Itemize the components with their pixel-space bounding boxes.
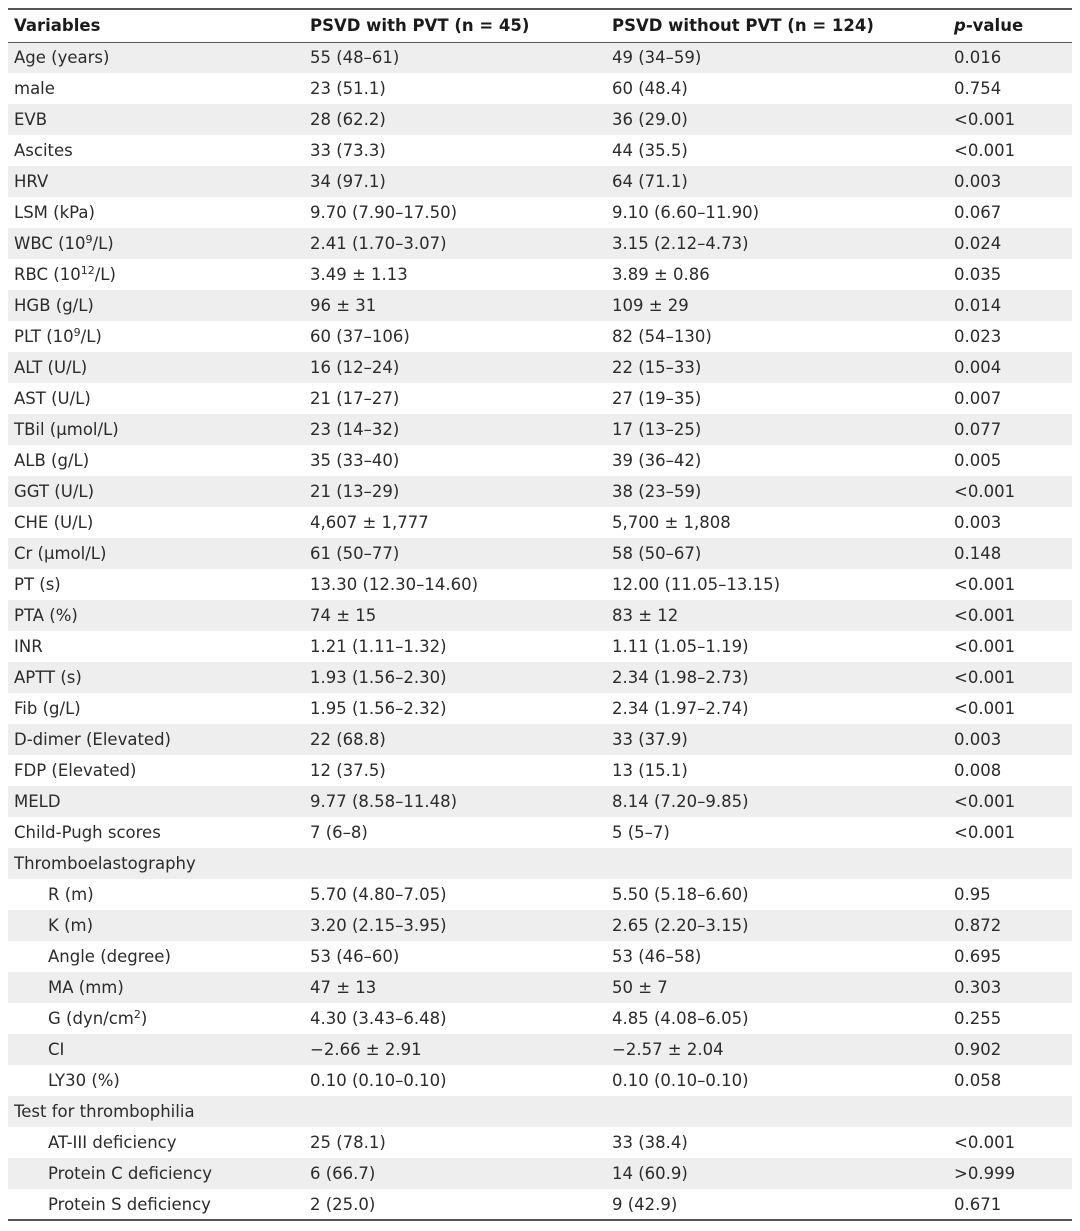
cell-pvalue: 0.003	[954, 172, 1002, 191]
cell-with-pvt: 33 (73.3)	[310, 141, 386, 160]
table-row	[8, 662, 1072, 693]
cell-without-pvt: 39 (36–42)	[612, 451, 702, 470]
cell-with-pvt: 47 ± 13	[310, 978, 377, 997]
row-label: male	[14, 79, 55, 98]
table-row	[8, 290, 1072, 321]
cell-without-pvt: 1.11 (1.05–1.19)	[612, 637, 749, 656]
cell-pvalue: 0.671	[954, 1194, 1002, 1214]
row-label: Cr (μmol/L)	[14, 544, 107, 563]
cell-without-pvt: 0.10 (0.10–0.10)	[612, 1071, 749, 1090]
table-row	[8, 414, 1072, 445]
cell-with-pvt: 96 ± 31	[310, 296, 377, 315]
cell-with-pvt	[304, 1096, 606, 1127]
table-row	[8, 1003, 1072, 1034]
cell-without-pvt: 50 ± 7	[612, 978, 668, 997]
row-label: K (m)	[48, 916, 94, 935]
table-row	[8, 321, 1072, 352]
row-label: ALB (g/L)	[14, 451, 90, 470]
cell-pvalue: <0.001	[954, 668, 1016, 687]
cell-without-pvt: 5.50 (5.18–6.60)	[612, 885, 749, 904]
cell-without-pvt: 58 (50–67)	[612, 544, 702, 563]
cell-with-pvt: −2.66 ± 2.91	[310, 1040, 422, 1059]
row-label: AST (U/L)	[14, 389, 91, 408]
table-row	[8, 755, 1072, 786]
cell-pvalue: 0.008	[954, 761, 1002, 780]
cell-pvalue: <0.001	[954, 1133, 1016, 1152]
cell-with-pvt: 9.70 (7.90–17.50)	[310, 203, 458, 222]
cell-with-pvt: 3.20 (2.15–3.95)	[310, 916, 447, 935]
table-row	[8, 631, 1072, 662]
cell-with-pvt: 6 (66.7)	[310, 1164, 376, 1183]
table-row	[8, 879, 1072, 910]
row-label: Angle (degree)	[48, 947, 171, 966]
cell-with-pvt: 7 (6–8)	[310, 823, 368, 842]
cell-without-pvt: 36 (29.0)	[612, 110, 688, 129]
cell-without-pvt: 2.34 (1.97–2.74)	[612, 699, 749, 718]
cell-without-pvt: 3.15 (2.12–4.73)	[612, 234, 749, 253]
table-row	[8, 42, 1072, 73]
header-pvalue-p: p	[954, 16, 966, 36]
cell-with-pvt: 2 (25.0)	[310, 1194, 376, 1214]
header-with-pvt: PSVD with PVT (n = 45)	[310, 16, 530, 36]
table-row	[8, 817, 1072, 848]
row-label-text: )	[140, 1009, 148, 1028]
cell-without-pvt: 8.14 (7.20–9.85)	[612, 792, 749, 811]
row-label	[8, 1003, 304, 1034]
table-row	[8, 383, 1072, 414]
cell-with-pvt: 12 (37.5)	[310, 761, 386, 780]
table-row	[8, 228, 1072, 259]
table-body	[8, 42, 1072, 1220]
cell-without-pvt	[606, 1096, 948, 1127]
cell-pvalue: 0.004	[954, 358, 1002, 377]
cell-with-pvt: 1.93 (1.56–2.30)	[310, 668, 447, 687]
cell-pvalue: 0.95	[954, 885, 991, 904]
cell-with-pvt: 25 (78.1)	[310, 1133, 386, 1152]
cell-pvalue: 0.058	[954, 1071, 1002, 1090]
cell-without-pvt: 9 (42.9)	[612, 1194, 678, 1214]
row-label: AT-III deficiency	[48, 1133, 177, 1152]
cell-without-pvt: 60 (48.4)	[612, 79, 688, 98]
table-row	[8, 73, 1072, 104]
row-label-text: /L)	[92, 234, 114, 253]
row-label-text: RBC (10	[14, 265, 81, 284]
cell-without-pvt: 3.89 ± 0.86	[612, 265, 710, 284]
row-label: Age (years)	[14, 48, 110, 68]
cell-pvalue: 0.016	[954, 48, 1002, 68]
cell-with-pvt: 2.41 (1.70–3.07)	[310, 234, 447, 253]
cell-with-pvt: 13.30 (12.30–14.60)	[310, 575, 479, 594]
cell-pvalue: 0.023	[954, 327, 1002, 346]
table-row	[8, 1096, 1072, 1127]
cell-with-pvt: 4,607 ± 1,777	[310, 513, 429, 532]
row-label: R (m)	[48, 885, 94, 904]
row-label: GGT (U/L)	[14, 482, 95, 501]
row-label: Thromboelastography	[14, 854, 196, 873]
table-row	[8, 1065, 1072, 1096]
cell-with-pvt: 28 (62.2)	[310, 110, 386, 129]
cell-without-pvt: 5,700 ± 1,808	[612, 513, 731, 532]
cell-pvalue: 0.005	[954, 451, 1002, 470]
cell-with-pvt: 35 (33–40)	[310, 451, 400, 470]
cell-pvalue: 0.872	[954, 916, 1002, 935]
cell-pvalue: 0.035	[954, 265, 1002, 284]
cell-without-pvt: 2.34 (1.98–2.73)	[612, 668, 749, 687]
cell-without-pvt	[606, 848, 948, 879]
cell-pvalue: 0.003	[954, 513, 1002, 532]
cell-with-pvt: 60 (37–106)	[310, 327, 410, 346]
table-row	[8, 972, 1072, 1003]
row-label-superscript: 2	[133, 1008, 141, 1021]
table-row	[8, 1127, 1072, 1158]
cell-with-pvt	[304, 848, 606, 879]
header-variables: Variables	[14, 16, 101, 36]
cell-without-pvt: 13 (15.1)	[612, 761, 688, 780]
cell-pvalue: 0.695	[954, 947, 1002, 966]
cell-with-pvt: 21 (13–29)	[310, 482, 400, 501]
row-label: EVB	[14, 110, 48, 129]
table-row	[8, 1034, 1072, 1065]
cell-with-pvt: 16 (12–24)	[310, 358, 400, 377]
cell-pvalue: <0.001	[954, 575, 1016, 594]
header-row	[8, 9, 1072, 42]
cell-pvalue: 0.003	[954, 730, 1002, 749]
cell-pvalue: 0.255	[954, 1009, 1002, 1028]
cell-with-pvt: 74 ± 15	[310, 606, 377, 625]
row-label: LY30 (%)	[48, 1071, 120, 1090]
row-label-text: /L)	[94, 265, 116, 284]
cell-with-pvt: 3.49 ± 1.13	[310, 265, 408, 284]
cell-pvalue: <0.001	[954, 110, 1016, 129]
cell-pvalue	[948, 1096, 1072, 1127]
cell-without-pvt: 44 (35.5)	[612, 141, 688, 160]
row-label-superscript: 12	[80, 264, 95, 277]
table-row	[8, 352, 1072, 383]
cell-pvalue: <0.001	[954, 482, 1016, 501]
cell-with-pvt: 1.21 (1.11–1.32)	[310, 637, 447, 656]
cell-with-pvt: 4.30 (3.43–6.48)	[310, 1009, 447, 1028]
cell-without-pvt: 83 ± 12	[612, 606, 679, 625]
row-label	[8, 259, 304, 290]
cell-without-pvt: 109 ± 29	[612, 296, 689, 315]
table-row	[8, 538, 1072, 569]
cell-without-pvt: −2.57 ± 2.04	[612, 1040, 724, 1059]
row-label: Protein S deficiency	[48, 1194, 211, 1214]
cell-without-pvt: 38 (23–59)	[612, 482, 702, 501]
cell-with-pvt: 0.10 (0.10–0.10)	[310, 1071, 447, 1090]
row-label: MA (mm)	[48, 978, 124, 997]
row-label: HGB (g/L)	[14, 296, 94, 315]
table-row	[8, 848, 1072, 879]
cell-with-pvt: 23 (51.1)	[310, 79, 386, 98]
cell-without-pvt: 4.85 (4.08–6.05)	[612, 1009, 749, 1028]
table-row	[8, 910, 1072, 941]
row-label: ALT (U/L)	[14, 358, 88, 377]
row-label: MELD	[14, 792, 61, 811]
cell-with-pvt: 5.70 (4.80–7.05)	[310, 885, 447, 904]
row-label-text: G (dyn/cm	[48, 1009, 134, 1028]
cell-without-pvt: 9.10 (6.60–11.90)	[612, 203, 760, 222]
row-label: TBil (μmol/L)	[14, 420, 119, 439]
cell-without-pvt: 27 (19–35)	[612, 389, 702, 408]
cell-without-pvt: 82 (54–130)	[612, 327, 712, 346]
row-label	[8, 321, 304, 352]
cell-pvalue: 0.303	[954, 978, 1002, 997]
cell-pvalue: 0.007	[954, 389, 1002, 408]
row-label	[8, 228, 304, 259]
cell-pvalue: 0.902	[954, 1040, 1002, 1059]
cell-with-pvt: 23 (14–32)	[310, 420, 400, 439]
cell-pvalue: 0.024	[954, 234, 1002, 253]
cell-with-pvt: 61 (50–77)	[310, 544, 400, 563]
cell-pvalue: 0.148	[954, 544, 1002, 563]
table-row	[8, 135, 1072, 166]
table-row	[8, 197, 1072, 228]
row-label: D-dimer (Elevated)	[14, 730, 171, 749]
cell-pvalue: <0.001	[954, 699, 1016, 718]
row-label: PT (s)	[14, 575, 61, 594]
cell-without-pvt: 64 (71.1)	[612, 172, 688, 191]
cell-with-pvt: 22 (68.8)	[310, 730, 386, 749]
row-label-text: PLT (10	[14, 327, 74, 346]
cell-pvalue: <0.001	[954, 792, 1016, 811]
cell-with-pvt: 55 (48–61)	[310, 48, 400, 68]
cell-without-pvt: 53 (46–58)	[612, 947, 702, 966]
cell-pvalue: 0.067	[954, 203, 1002, 222]
cell-pvalue: <0.001	[954, 606, 1016, 625]
row-label: HRV	[14, 172, 49, 191]
row-label: FDP (Elevated)	[14, 761, 137, 780]
data-table	[8, 8, 1072, 1221]
table-row	[8, 1158, 1072, 1189]
row-label: CHE (U/L)	[14, 513, 94, 532]
cell-pvalue: <0.001	[954, 637, 1016, 656]
table-row	[8, 724, 1072, 755]
table-row	[8, 104, 1072, 135]
cell-without-pvt: 33 (37.9)	[612, 730, 688, 749]
cell-pvalue: <0.001	[954, 823, 1016, 842]
cell-without-pvt: 49 (34–59)	[612, 48, 702, 68]
table-row	[8, 166, 1072, 197]
cell-without-pvt: 33 (38.4)	[612, 1133, 688, 1152]
table-header	[8, 9, 1072, 42]
cell-without-pvt: 12.00 (11.05–13.15)	[612, 575, 781, 594]
cell-with-pvt: 53 (46–60)	[310, 947, 400, 966]
cell-pvalue: 0.077	[954, 420, 1002, 439]
table-row	[8, 600, 1072, 631]
table-row	[8, 476, 1072, 507]
row-label-text: /L)	[80, 327, 102, 346]
cell-pvalue: 0.014	[954, 296, 1002, 315]
cell-without-pvt: 2.65 (2.20–3.15)	[612, 916, 749, 935]
cell-pvalue: >0.999	[954, 1164, 1016, 1183]
row-label-text: WBC (10	[14, 234, 86, 253]
row-label: PTA (%)	[14, 606, 78, 625]
cell-without-pvt: 22 (15–33)	[612, 358, 702, 377]
row-label: INR	[14, 637, 43, 656]
table-row	[8, 569, 1072, 600]
cell-pvalue	[948, 848, 1072, 879]
row-label: APTT (s)	[14, 668, 82, 687]
cell-without-pvt: 17 (13–25)	[612, 420, 702, 439]
row-label: Ascites	[14, 141, 73, 160]
cell-pvalue: 0.754	[954, 79, 1002, 98]
row-label: Protein C deficiency	[48, 1164, 212, 1183]
cell-with-pvt: 1.95 (1.56–2.32)	[310, 699, 447, 718]
table-row	[8, 445, 1072, 476]
table-row	[8, 507, 1072, 538]
row-label: LSM (kPa)	[14, 203, 95, 222]
table-row	[8, 259, 1072, 290]
row-label: Fib (g/L)	[14, 699, 81, 718]
header-pvalue	[948, 9, 1072, 42]
row-label: CI	[48, 1040, 65, 1059]
table-row	[8, 786, 1072, 817]
row-label-superscript: 9	[85, 233, 93, 246]
row-label: Test for thrombophilia	[14, 1102, 195, 1121]
cell-pvalue: <0.001	[954, 141, 1016, 160]
header-pvalue-rest: -value	[965, 16, 1024, 36]
cell-with-pvt: 34 (97.1)	[310, 172, 386, 191]
row-label: Child-Pugh scores	[14, 823, 161, 842]
table-row	[8, 941, 1072, 972]
table-row	[8, 693, 1072, 724]
cell-without-pvt: 5 (5–7)	[612, 823, 670, 842]
cell-without-pvt: 14 (60.9)	[612, 1164, 688, 1183]
row-label-superscript: 9	[73, 326, 81, 339]
cell-with-pvt: 9.77 (8.58–11.48)	[310, 792, 458, 811]
cell-with-pvt: 21 (17–27)	[310, 389, 400, 408]
table-row	[8, 1189, 1072, 1220]
header-without-pvt: PSVD without PVT (n = 124)	[612, 16, 874, 36]
